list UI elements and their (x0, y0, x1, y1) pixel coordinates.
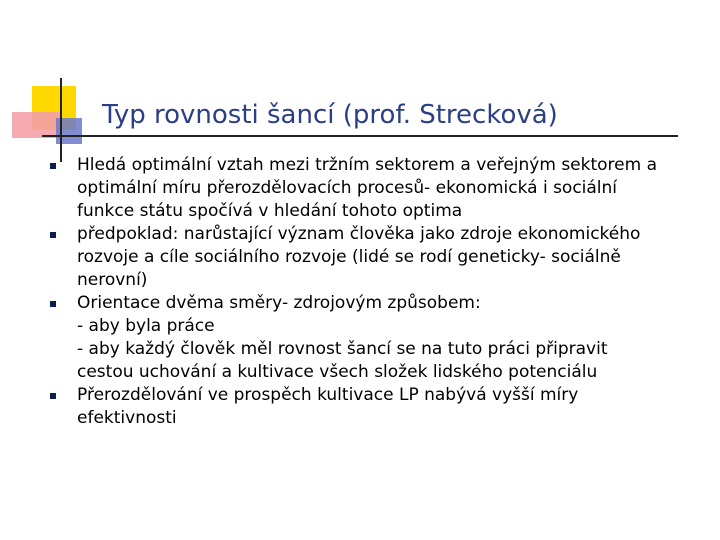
bullet-line: - aby byla práce (77, 316, 215, 336)
title-underline (42, 135, 678, 137)
decorative-logo (0, 0, 720, 160)
bullet-line: nerovní) (77, 270, 148, 290)
bullet-square-icon (50, 232, 56, 238)
bullet-square-icon (50, 393, 56, 399)
bullet-line: rozvoje a cíle sociálního rozvoje (lidé se rodí geneticky- sociálně (77, 247, 621, 267)
bullet-line: - aby každý člověk měl rovnost šancí se na tuto práci připravit (77, 339, 608, 359)
bullet-item (50, 384, 690, 430)
logo-vertical-line (60, 78, 62, 162)
bullet-line: předpoklad: narůstající význam člověka jako zdroje ekonomického (77, 224, 641, 244)
bullet-line: efektivnosti (77, 408, 177, 428)
bullet-line: Přerozdělování ve prospěch kultivace LP nabývá vyšší míry (77, 385, 579, 405)
bullet-item (50, 223, 690, 292)
bullet-item (50, 154, 690, 223)
bullet-square-icon (50, 301, 56, 307)
bullet-list (50, 154, 690, 430)
bullet-line: Hledá optimální vztah mezi tržním sektorem a veřejným sektorem a (77, 155, 658, 175)
bullet-line: optimální míru přerozdělovacích procesů- ekonomická i sociální (77, 178, 618, 198)
bullet-item (50, 292, 690, 384)
slide-title: Typ rovnosti šancí (prof. Strecková) (102, 100, 558, 130)
bullet-line: Orientace dvěma směry- zdrojovým způsobem: (77, 293, 481, 313)
bullet-line: funkce státu spočívá v hledání tohoto optima (77, 201, 463, 221)
bullet-line: cestou uchování a kultivace všech složek lidského potenciálu (77, 362, 598, 382)
bullet-square-icon (50, 163, 56, 169)
